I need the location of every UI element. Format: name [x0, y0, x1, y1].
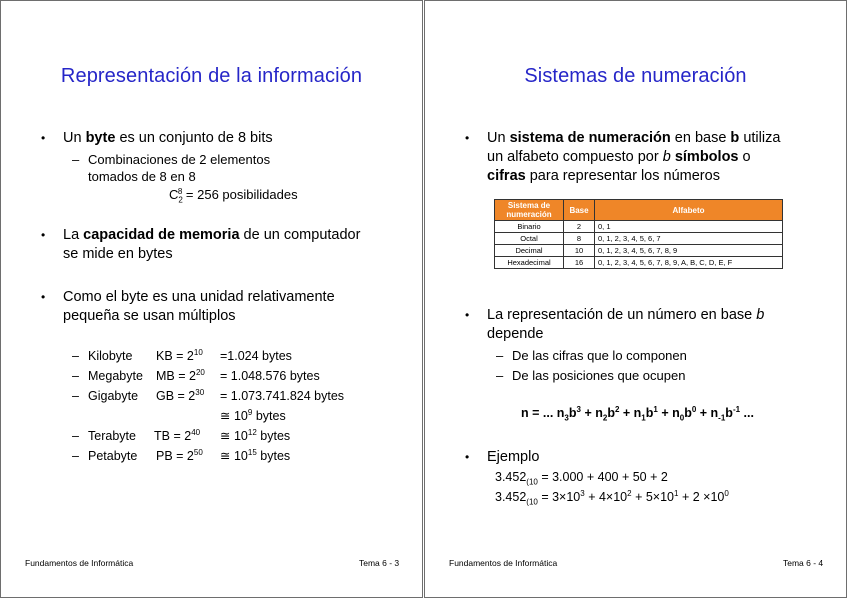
bullet-dot-icon: • — [41, 131, 46, 145]
footer-course: Fundamentos de Informática — [25, 558, 134, 568]
table-header-row — [495, 200, 783, 221]
unit-gigabyte-approx: ≅ $10^9$ bytes — [220, 407, 286, 423]
header-base: Base — [564, 200, 595, 221]
sub-item-digits: – De las cifras que lo componen — [496, 348, 687, 363]
example-line-1: $3.452_{(10} = 3.000 + 400 + 50 + 2$ — [495, 470, 668, 487]
bullet-dot-icon: • — [465, 450, 470, 464]
bullet-dot-icon: • — [465, 308, 470, 322]
bullet-numbering-system: • Un sistema de numeración en base b utiliza un alfabeto compuesto por b símbolos o cifras para representar los números — [465, 130, 781, 184]
slide-tema-6-3: Representación de la información • Un byte es un conjunto de 8 bits – Combinaciones de 2 elementos tomados de 8 en 8 $C_2^8 = 256$ posibilidades • La capacidad de memoria de un computador se mide en bytes • Como el byte es una unidad relativamente pequeña se usan múltiplos – Kilobyte KB = $2^{10}$ =1.024 bytes – Megabyte MB = $2^{20}$ = 1.048.576 bytes – Gigabyte GB = $2^{30}$ = 1.073.741.824 bytes ≅ $10^9$ bytes – Terabyte TB = $2^{40}$ ≅ $10^{12}$ bytes – Petabyte PB = $2^{50}$ ≅ $10^{15}$ bytes Fundamentos de Informática Tema 6 - 3 — [0, 0, 423, 598]
bullet-multiples: • Como el byte es una unidad relativamente pequeña se usan múltiplos — [41, 289, 335, 324]
bullet-memory-capacity: • La capacidad de memoria de un computador se mide en bytes — [41, 227, 361, 262]
bullet-representation: • La representación de un número en base b depende — [465, 307, 765, 342]
positional-formula: n = ... $n_3b^3 + n_2b^2 + n_1b^1 + n_0b^0 + n_{-1}b^{-1}$ ... — [521, 404, 754, 423]
table-row: Decimal 10 0, 1, 2, 3, 4, 5, 6, 7, 8, 9 — [495, 245, 783, 257]
combination-formula: $C_2^8 = 256$ posibilidades — [169, 186, 298, 205]
bullet-byte: • Un byte es un conjunto de 8 bits — [41, 130, 273, 146]
table-row: Octal 8 0, 1, 2, 3, 4, 5, 6, 7 — [495, 233, 783, 245]
header-alphabet: Alfabeto — [595, 200, 783, 221]
bullet-dot-icon: • — [41, 228, 46, 242]
slide-title: Sistemas de numeración — [524, 65, 747, 87]
bullet-dot-icon: • — [465, 131, 470, 145]
slide-tema-6-4 — [424, 0, 847, 598]
footer-slide-number: Tema 6 - 4 — [783, 558, 824, 568]
bullet-example: • Ejemplo — [465, 449, 540, 465]
example-line-2: $3.452_{(10} = 3\times 10^3 + 4\times 10^2 + 5\times 10^1 + 2 \times 10^0$ — [495, 488, 729, 507]
table-row: Hexadecimal 16 0, 1, 2, 3, 4, 5, 6, 7, 8, 9, A, B, C, D, E, F — [495, 257, 783, 269]
sub-item-positions: – De las posiciones que ocupen — [496, 368, 686, 383]
bullet-dot-icon: • — [41, 290, 46, 304]
alphabet-table — [494, 199, 783, 269]
sub-item-combinations: – Combinaciones de 2 elementos tomados de 8 en 8 — [72, 152, 271, 184]
slide-title: Representación de la información — [60, 65, 363, 87]
header-system: Sistema de numeración — [495, 200, 564, 221]
footer-slide-number: Tema 6 - 3 — [359, 558, 400, 568]
footer-course: Fundamentos de Informática — [449, 558, 558, 568]
table-row: Binario 2 0, 1 — [495, 221, 783, 233]
